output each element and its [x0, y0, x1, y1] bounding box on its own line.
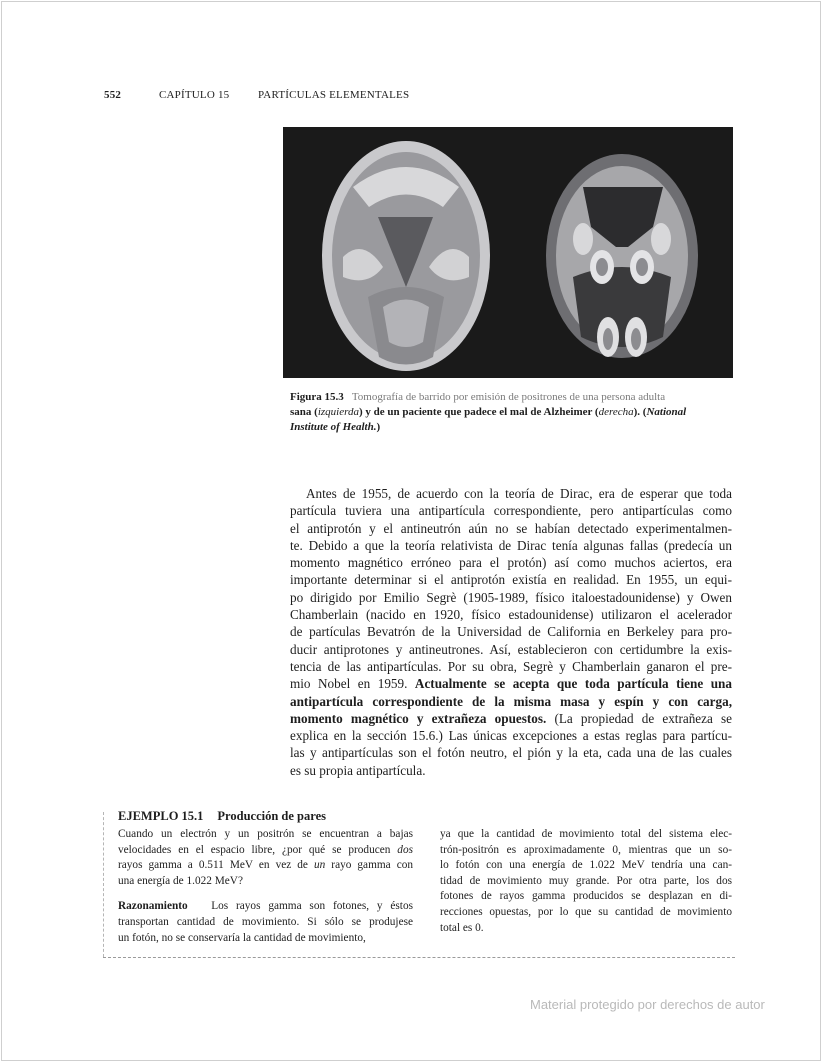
text-segment: una energía de 1.022 MeV? [118, 874, 243, 887]
text-line [290, 502, 732, 519]
text-segment: mio Nobel en 1959. [290, 676, 415, 692]
text-segment: fotones de rayos gamma producidos se desplazan en di- [440, 890, 732, 903]
paragraph-gap [118, 889, 413, 899]
text-segment: importante determinar si el antiprotón existía en realidad. En 1955, un equi- [290, 572, 732, 588]
text-segment: ) y de un paciente que padece el mal de Alzheimer ( [358, 406, 599, 418]
text-segment: Actualmente se acepta que toda partícula tiene una [414, 676, 732, 692]
text-line [290, 554, 732, 571]
figure-caption [290, 390, 735, 435]
text-segment: Institute of Health. [290, 421, 377, 433]
text-line [290, 420, 735, 435]
text-line [290, 520, 732, 537]
text-segment: velocidades en el espacio libre, ¿por qué se producen [118, 843, 398, 856]
text-segment: ya que la cantidad de movimiento total del sistema elec- [440, 828, 732, 840]
page-number: 552 [104, 89, 122, 101]
text-segment: National [646, 406, 687, 418]
text-line [290, 589, 732, 606]
text-line [290, 658, 732, 675]
text-segment: ducir antiprotones y antineutrones. Así, establecieron con certidumbre la exis- [290, 641, 732, 657]
text-segment: recciones opuestas, por lo que su cantidad de movimiento [440, 905, 732, 918]
text-line [290, 537, 732, 554]
text-line [290, 762, 732, 779]
text-line [118, 931, 413, 947]
text-line [290, 744, 732, 761]
text-segment: tidad de movimiento muy grande. Por otra parte, los dos [440, 874, 732, 887]
text-segment: total es 0. [440, 921, 484, 934]
text-line [118, 874, 413, 890]
text-segment: derecha [598, 406, 634, 418]
text-line [440, 905, 732, 921]
text-line [118, 827, 413, 843]
text-line [440, 921, 732, 937]
text-segment: explica en la sección 15.6.) Las únicas excepciones a estas reglas para partícu- [290, 728, 732, 744]
example-right-column [440, 827, 732, 936]
text-line [440, 874, 732, 890]
text-line [118, 843, 413, 859]
text-segment: Tomografía de barrido por emisión de positrones de una persona adulta [343, 391, 666, 403]
text-segment: el antiprotón y el antineutrón aún no se habían detectado experimentalmen- [290, 520, 732, 536]
text-segment: momento magnético erróneo para el protón) así como muchos aciertos, era [290, 555, 732, 571]
text-segment: izquierda [317, 406, 359, 418]
text-segment: ). ( [633, 406, 647, 418]
text-line [290, 606, 732, 623]
text-line [290, 727, 732, 744]
text-line [290, 571, 732, 588]
chapter-label: CAPÍTULO 15 [159, 89, 230, 101]
example-title: Producción de pares [217, 809, 326, 823]
text-segment: te. Debido a que la teoría relativista de Dirac tenía algunas fallas (predecía un [290, 537, 732, 553]
text-segment: antipartícula correspondiente de la misma masa y espín y con carga, [290, 693, 732, 709]
text-line [440, 889, 732, 905]
text-line [290, 390, 735, 405]
text-line [118, 899, 413, 915]
text-segment: dos [397, 843, 413, 856]
example-left-column [118, 827, 413, 946]
example-box-bottom-border [103, 957, 735, 958]
text-segment: transportan cantidad de movimiento. Si sólo se produjese [118, 915, 413, 928]
text-line [290, 693, 732, 710]
text-segment: Chamberlain (nacido en 1920, físico estadounidense) utilizaron el acelerador [290, 607, 732, 623]
example-heading [118, 809, 326, 824]
brain-scan-image [283, 127, 733, 378]
pet-scan-figure [283, 127, 733, 378]
text-segment: sana ( [290, 406, 318, 418]
text-line [290, 641, 732, 658]
text-segment: lo fotón con una energía de 1.022 MeV tendría una can- [440, 859, 732, 872]
text-segment: Figura 15.3 [290, 391, 344, 403]
text-segment: partícula tuviera una antipartícula correspondiente, pero antipartículas como [290, 503, 732, 519]
text-segment: rayo gamma con [325, 859, 414, 872]
copyright-watermark: Material protegido por derechos de autor [530, 997, 765, 1012]
text-line [290, 485, 732, 502]
text-segment: (La propiedad de extrañeza se [546, 710, 732, 726]
example-box-left-border [103, 812, 104, 957]
text-line [440, 858, 732, 874]
text-line [290, 623, 732, 640]
alzheimer-brain-scan [546, 154, 698, 358]
text-segment: Razonamiento [118, 900, 188, 913]
body-paragraph [290, 485, 732, 779]
text-segment: po dirigido por Emilio Segrè (1905-1989, físico italoestadounidense) y Owen [290, 589, 732, 605]
text-line [290, 675, 732, 692]
text-line [440, 827, 732, 843]
text-segment: Antes de 1955, de acuerdo con la teoría de Dirac, era de esperar que toda [306, 486, 732, 501]
text-line [290, 710, 732, 727]
text-segment: un fotón, no se conservaría la cantidad de movimiento, [118, 931, 366, 944]
text-segment: momento magnético y extrañeza opuestos. [290, 710, 547, 726]
text-segment: de partículas Bevatrón de la Universidad de California en Berkeley para pro- [290, 624, 732, 640]
text-line [118, 858, 413, 874]
text-line [290, 405, 735, 420]
text-segment: trón-positrón es aproximadamente 0, mientras que un so- [440, 843, 732, 856]
text-segment: Los rayos gamma son fotones, y éstos [187, 900, 413, 913]
text-segment: las y antipartículas son el fotón neutro, el pión y la eta, cada una de las cuales [290, 745, 732, 761]
text-segment: rayos gamma a 0.511 MeV en vez de [118, 859, 314, 872]
text-segment: Cuando un electrón y un positrón se encuentran a bajas [118, 828, 413, 840]
healthy-brain-scan [322, 141, 490, 371]
text-segment: ) [376, 421, 381, 433]
text-segment: tencia de las antipartículas. Por su obra, Segrè y Chamberlain ganaron el pre- [290, 658, 732, 674]
text-segment: un [313, 859, 326, 872]
example-label: EJEMPLO 15.1 [118, 809, 204, 823]
chapter-title: PARTÍCULAS ELEMENTALES [258, 89, 410, 101]
text-line [118, 915, 413, 931]
text-segment: es su propia antipartícula. [290, 762, 426, 778]
text-line [440, 843, 732, 859]
